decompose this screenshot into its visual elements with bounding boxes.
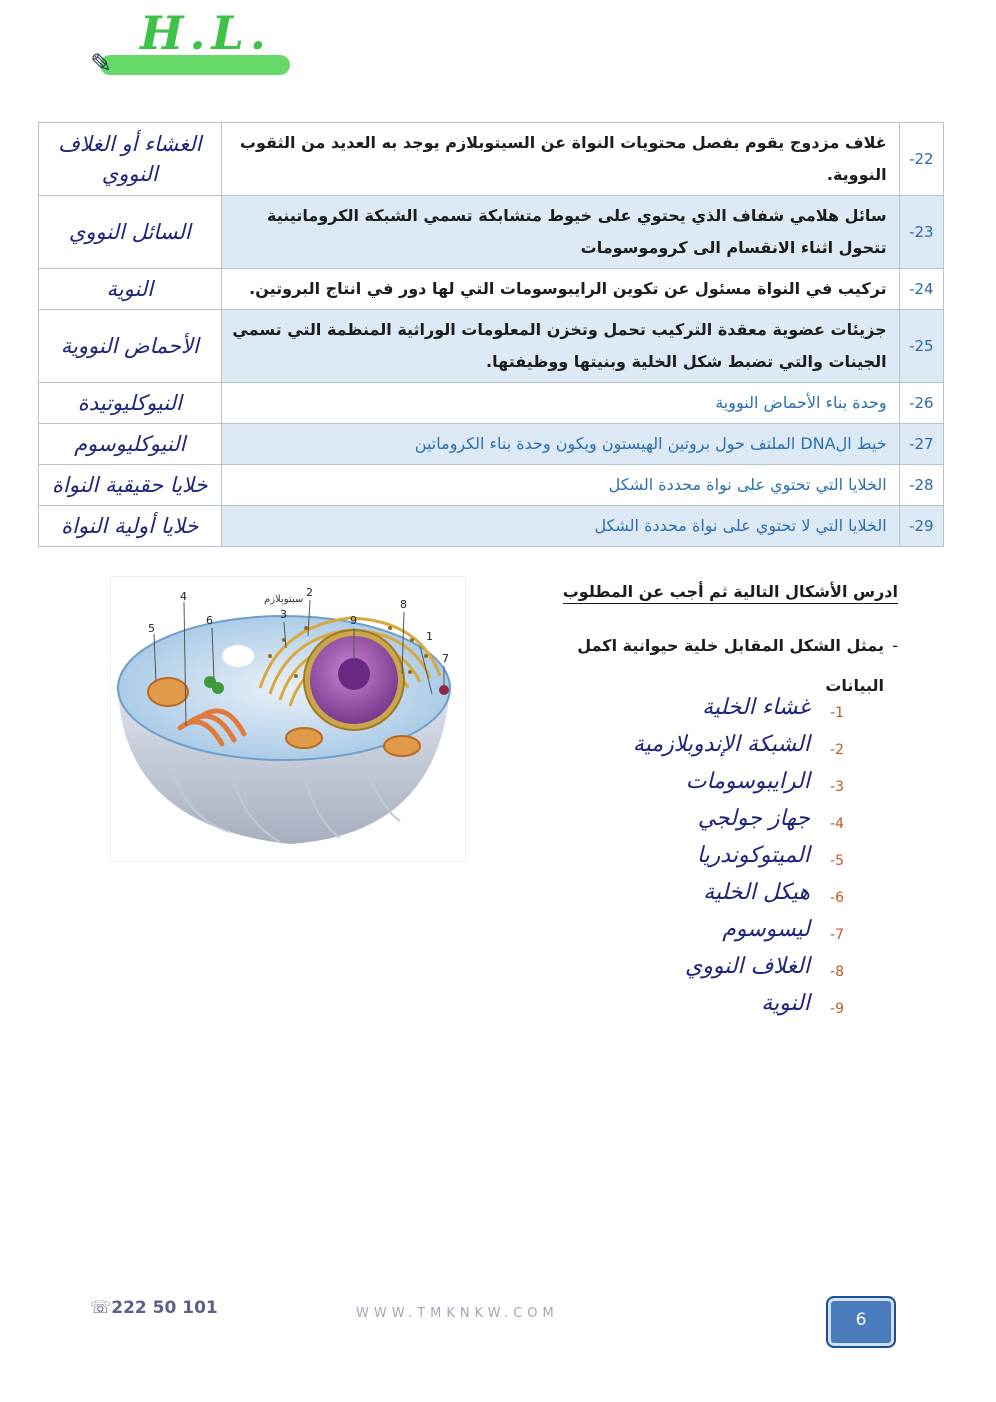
handwritten-label: هيكل الخلية — [703, 880, 810, 905]
handwritten-answer: النيوكليوسوم — [39, 424, 222, 465]
question-text: جزيئات عضوية معقدة التركيب تحمل وتخزن المعلومات الوراثية المنظمة التي تسمي الجينات والتي تضبط شكل الخلية وبنيتها ووظيفتها. — [221, 310, 899, 383]
page-number-badge: 6 — [826, 1296, 896, 1348]
question-row — [39, 196, 944, 269]
diagram-number-label: 6 — [206, 614, 213, 627]
mitochondrion-lower — [286, 728, 322, 748]
label-number: 1- — [830, 705, 844, 721]
pen-mark-icon: ✎ — [90, 49, 112, 79]
question-text: سائل هلامي شفاف الذي يحتوي على خيوط متشابكة تسمي الشبكة الكروماتينية تتحول اثناء الانقسام الى كروموسومات — [221, 196, 899, 269]
list-item — [544, 873, 844, 910]
question-number: 29- — [899, 506, 943, 547]
diagram-answers-list — [544, 688, 844, 1021]
diagram-number-label: 3 — [280, 608, 287, 621]
list-item — [544, 762, 844, 799]
question-row — [39, 269, 944, 310]
label-number: 5- — [830, 853, 844, 869]
handwritten-answer: خلايا أولية النواة — [39, 506, 222, 547]
handwritten-label: ليسوسوم — [722, 917, 810, 942]
label-number: 7- — [830, 927, 844, 943]
animal-cell-diagram — [110, 576, 466, 862]
question-text: الخلايا التي تحتوي على نواة محددة الشكل — [221, 465, 899, 506]
question-row — [39, 424, 944, 465]
handwritten-label: الغلاف النووي — [684, 954, 810, 979]
question-row — [39, 506, 944, 547]
handwritten-label: الميتوكوندريا — [696, 843, 810, 868]
lysosome — [439, 685, 449, 695]
phone-number: ☏222 50 101 — [90, 1298, 218, 1318]
handwritten-answer: النيوكليوتيدة — [39, 383, 222, 424]
label-number: 8- — [830, 964, 844, 980]
question-number: 28- — [899, 465, 943, 506]
question-text: غلاف مزدوج يقوم بفصل محتويات النواة عن السيتوبلازم يوجد به العديد من الثقوب النووية. — [221, 123, 899, 196]
question-text: خيط الDNA الملتف حول بروتين الهيستون ويكون وحدة بناء الكروماتين — [221, 424, 899, 465]
question-row — [39, 123, 944, 196]
handwritten-label: جهاز جولجي — [697, 806, 810, 831]
question-text: الخلايا التي لا تحتوي على نواة محددة الشكل — [221, 506, 899, 547]
handwritten-label: الشبكة الإندوبلازمية — [632, 732, 810, 757]
handwritten-answer: النوية — [39, 269, 222, 310]
instructions-subtitle: يمثل الشكل المقابل خلية حيوانية اكمل البيانات — [577, 636, 884, 695]
question-number: 23- — [899, 196, 943, 269]
handwritten-initials: H.L. — [140, 6, 272, 60]
vacuole — [222, 645, 254, 667]
handwritten-answer: الغشاء أو الغلاف النووي — [39, 123, 222, 196]
diagram-number-label: 8 — [400, 598, 407, 611]
label-number: 4- — [830, 816, 844, 832]
diagram-number-label: 4 — [180, 590, 187, 603]
question-number: 25- — [899, 310, 943, 383]
cytoplasm-label: سيتوبلازم — [264, 594, 304, 605]
label-number: 3- — [830, 779, 844, 795]
list-item — [544, 725, 844, 762]
mitochondrion-left — [148, 678, 188, 706]
handwritten-label: النوية — [761, 991, 810, 1016]
list-item — [544, 984, 844, 1021]
diagram-number-label: 5 — [148, 622, 155, 635]
question-row — [39, 383, 944, 424]
label-number: 2- — [830, 742, 844, 758]
question-table — [38, 122, 944, 547]
diagram-number-label: 9 — [350, 614, 357, 627]
list-item — [544, 799, 844, 836]
centriole-b — [212, 682, 224, 694]
handwritten-answer: السائل النووي — [39, 196, 222, 269]
diagram-number-label: 2 — [306, 586, 313, 599]
question-text: تركيب في النواة مسئول عن تكوين الرايبوسومات التي لها دور في انتاج البروتين. — [221, 269, 899, 310]
list-item — [544, 688, 844, 725]
mitochondrion-right — [384, 736, 420, 756]
question-text: وحدة بناء الأحماض النووية — [221, 383, 899, 424]
diagram-number-label: 7 — [442, 652, 449, 665]
handwritten-answer: خلايا حقيقية النواة — [39, 465, 222, 506]
list-item — [544, 910, 844, 947]
handwritten-label: الرايبوسومات — [685, 769, 810, 794]
list-item — [544, 836, 844, 873]
list-item — [544, 947, 844, 984]
handwritten-answer: الأحماض النووية — [39, 310, 222, 383]
label-number: 6- — [830, 890, 844, 906]
diagram-number-label: 1 — [426, 630, 433, 643]
question-number: 26- — [899, 383, 943, 424]
question-row — [39, 465, 944, 506]
website-url[interactable]: WWW.TMKNKW.COM — [356, 1306, 559, 1321]
nucleolus — [338, 658, 370, 690]
question-row — [39, 310, 944, 383]
bullet-dash: - — [892, 636, 898, 655]
question-number: 24- — [899, 269, 943, 310]
question-number: 22- — [899, 123, 943, 196]
label-number: 9- — [830, 1001, 844, 1017]
handwritten-label: غشاء الخلية — [702, 695, 810, 720]
instructions-title: ادرس الأشكال التالية ثم أجب عن المطلوب — [563, 582, 898, 604]
question-number: 27- — [899, 424, 943, 465]
